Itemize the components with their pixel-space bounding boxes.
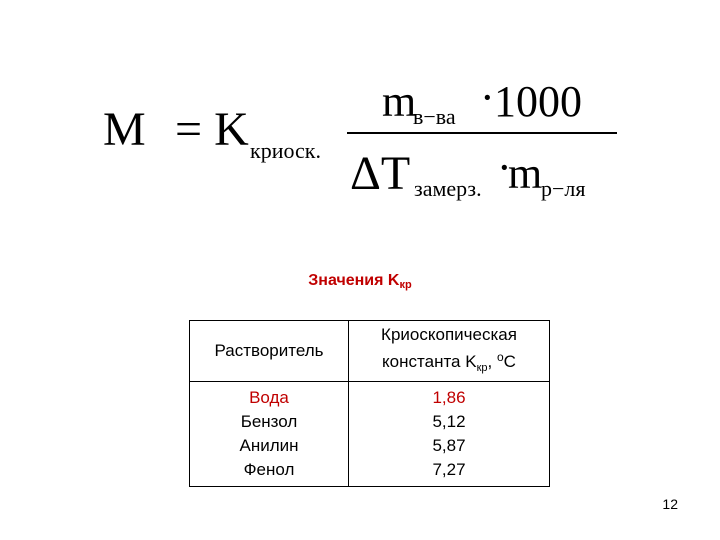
formula <box>0 0 720 240</box>
formula-numerator-m-subscript: в−ва <box>413 104 456 129</box>
solvent-water: Вода <box>249 388 289 407</box>
solvent-phenol: Фенол <box>243 460 295 479</box>
formula-lhs: M <box>103 103 146 156</box>
constant-aniline: 5,87 <box>432 436 466 455</box>
header-solvent-label: Растворитель <box>214 341 324 360</box>
header-constant-subscript: кр <box>476 361 488 374</box>
solvent-aniline: Анилин <box>239 436 299 455</box>
header-solvent <box>190 321 349 382</box>
table-caption <box>0 272 720 291</box>
formula-numerator-m: m <box>382 77 417 126</box>
formula-denominator-delta-t: ΔT <box>350 147 411 200</box>
table-header-row <box>190 321 550 382</box>
header-constant-comma: , <box>487 351 497 371</box>
fraction-line <box>347 132 617 134</box>
header-constant-degree: o <box>496 349 504 364</box>
cryoscopic-constants-table <box>189 320 550 487</box>
formula-denominator-t-subscript: замерз. <box>414 176 482 201</box>
page-number: 12 <box>662 496 678 512</box>
constant-water: 1,86 <box>432 388 466 407</box>
header-constant <box>349 321 550 382</box>
caption-subscript: кр <box>399 279 412 291</box>
formula-eq-k: = K <box>175 103 249 156</box>
formula-numerator-dot: · <box>480 73 495 122</box>
caption-text: Значения K <box>308 272 400 289</box>
formula-numerator-value: 1000 <box>494 77 582 126</box>
header-constant-line1: Криоскопическая <box>381 324 517 344</box>
formula-k-subscript: криоск. <box>250 138 321 163</box>
constant-cell <box>349 382 550 487</box>
header-constant-prefix: константа K <box>382 351 477 371</box>
solvent-benzene: Бензол <box>240 412 298 431</box>
solvent-cell <box>190 382 349 487</box>
formula-denominator-m: m <box>508 149 543 198</box>
constant-benzene: 5,12 <box>432 412 466 431</box>
header-constant-unit: C <box>503 351 516 371</box>
formula-denominator-dot: · <box>497 143 512 192</box>
constant-phenol: 7,27 <box>432 460 466 479</box>
header-constant-line2 <box>349 346 549 379</box>
table-body-row <box>190 382 550 487</box>
formula-denominator-m-subscript: р−ля <box>541 176 586 201</box>
